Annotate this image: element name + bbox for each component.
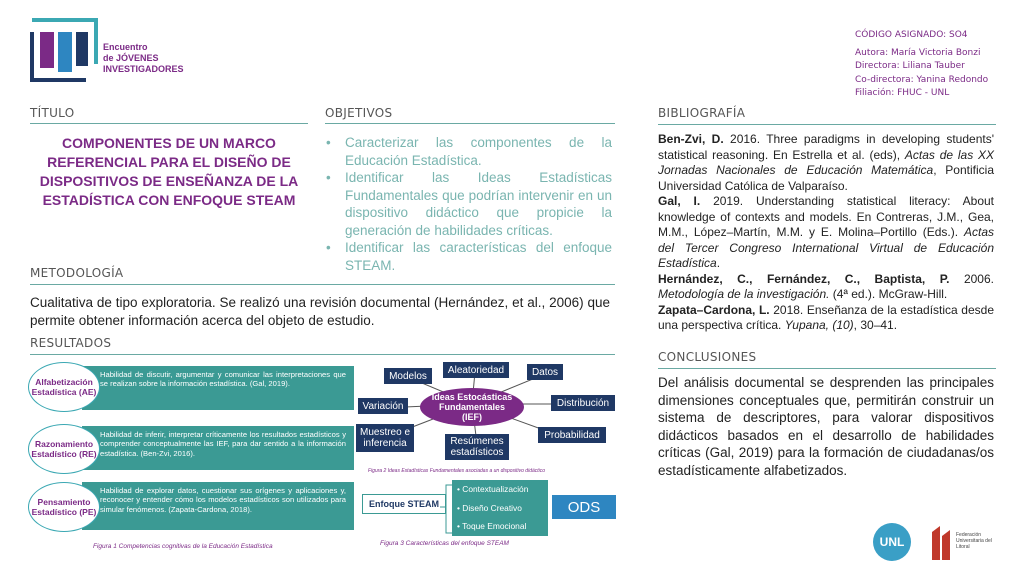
unl-logo: UNL [873, 523, 911, 561]
objetivo-item: • Caracterizar las componentes de la Educación Estadística. [326, 134, 612, 169]
competencia-desc: Habilidad de discutir, argumentar y comunicar las interpretaciones que se realizan sobre la información estadística. (Gal, 2019). [82, 366, 354, 410]
titulo-rule [30, 123, 308, 124]
objetivo-item: • Identificar las Ideas Estadísticas Fundamentales que podrían intervenir en un dispositivo didáctico que propicie la generación de habilidades críticas. [326, 169, 612, 239]
bibliografia-heading: BIBLIOGRAFÍA [658, 106, 746, 120]
bibliografia-list [658, 132, 994, 334]
metodologia-heading: METODOLOGÍA [30, 266, 124, 280]
metodologia-rule [30, 284, 615, 285]
bib-ref: Ben-Zvi, D. 2016. Three paradigms in developing students' statistical reasoning. En Estrella et al. (eds), Actas de las XX Jornadas Nacionales de Educación Matemática, Pontificia Universidad Católica de Valparaíso. [658, 132, 995, 193]
competencia-oval: Alfabetización Estadística (AE) [28, 362, 100, 412]
fue-logo-text: Federación Universitaria del Litoral [956, 532, 992, 550]
conclusiones-text: Del análisis documental se desprenden las principales dimensiones conceptuales que, permitirán construir un sistema de descriptores, para valorar dispositivos didácticos basados en el desarrollo de habilidades críticas (Gal, 2019) para la formación de ciudadanas/os estadísticamente alfabetizados. [658, 375, 994, 478]
ief-node-aleatoriedad: Aleatoriedad [443, 362, 509, 378]
fue-logo [928, 522, 1008, 562]
titulo-text: COMPONENTES DE UN MARCO REFERENCIAL PARA EL DISEÑO DE DISPOSITIVOS DE ENSEÑANZA DE LA ESTADÍSTICA CON ENFOQUE STEAM [39, 135, 299, 208]
logo-line-3: INVESTIGADORES [103, 64, 184, 74]
competencia-oval: Pensamiento Estadístico (PE) [28, 482, 100, 532]
competencia-oval: Razonamiento Estadístico (RE) [28, 424, 100, 474]
ods-box: ODS [552, 495, 616, 519]
ief-node-variacion: Variación [358, 398, 408, 414]
bibliografia-rule [658, 124, 996, 125]
eji-logo [30, 18, 102, 82]
titulo-heading: TÍTULO [30, 106, 75, 120]
ief-node-probabilidad: Probabilidad [538, 427, 606, 443]
ief-node-modelos: Modelos [384, 368, 432, 384]
directora: Directora: Liliana Tauber [855, 61, 965, 72]
figura-3-caption: Figura 3 Características del enfoque STEAM [380, 540, 509, 547]
eji-logo-text [103, 42, 184, 75]
conclusiones-rule [658, 368, 996, 369]
logo-line-1: Encuentro [103, 42, 148, 52]
ief-center: Ideas Estocásticas Fundamentales (IEF) [420, 388, 524, 426]
ief-node-muestreo: Muestreo e inferencia [356, 424, 414, 452]
codirectora: Co-directora: Yanina Redondo [855, 74, 989, 85]
steam-item: • Diseño Creativo [457, 502, 522, 513]
ief-node-datos: Datos [527, 364, 563, 380]
objetivo-item: • Identificar las características del enfoque STEAM. [326, 239, 612, 274]
eji-logo-mark [30, 18, 102, 82]
steam-item: • Toque Emocional [457, 521, 527, 531]
resultados-heading: RESULTADOS [30, 336, 112, 350]
codigo-asignado: CÓDIGO ASIGNADO: SO4 [855, 30, 968, 40]
bib-ref: Zapata–Cardona, L. 2018. Enseñanza de la estadística desde una perspectiva crítica. Yupana, (10), 30–41. [658, 302, 995, 332]
logo-line-2: de JÓVENES [103, 53, 159, 63]
competencia-desc: Habilidad de inferir, interpretar críticamente los resultados estadísticos y comprender conceptualmente las IEF, para dar sentido a la información estadística. (Ben-Zvi, 2016). [82, 426, 354, 470]
objetivos-list [326, 134, 612, 274]
steam-item: • Contextualización [457, 484, 529, 494]
metodologia-text: Cualitativa de tipo exploratoria. Se realizó una revisión documental (Hernández, et al., 2006) que permite obtener información acerca del objeto de estudio. [30, 295, 610, 328]
conclusiones-heading: CONCLUSIONES [658, 350, 757, 364]
bib-ref: Gal, I. 2019. Understanding statistical literacy: About knowledge of contexts and models. En Contreras, J.M., Gea, M.M., López–Martín, M.M. y E. Molina–Portillo (Eds.). Actas del Tercer Congreso International Virtual de Educación Estadística. [658, 194, 995, 270]
objetivos-rule [325, 123, 615, 124]
filiacion: Filiación: FHUC - UNL [855, 88, 950, 99]
competencia-desc: Habilidad de explorar datos, cuestionar sus orígenes y aplicaciones y, reconocer y entender cómo los modelos estadísticos son utilizados para simular fenómenos. (Zapata-Cardona, 2018). [82, 482, 354, 530]
figura-2-caption: Figura 2 Ideas Estadísticas Fundamentales asociadas a un dispositivo didáctico [368, 468, 546, 474]
fue-logo-mark [928, 522, 954, 562]
bib-ref: Hernández, C., Fernández, C., Baptista, P. 2006. Metodología de la investigación. (4ª ed.). McGraw-Hill. [658, 271, 994, 301]
ief-node-resumenes: Resúmenes estadísticos [445, 434, 509, 460]
objetivos-heading: OBJETIVOS [325, 106, 393, 120]
ief-node-distribucion: Distribución [551, 395, 615, 411]
figura-1-caption: Figura 1 Competencias cognitivas de la Educación Estadística [93, 543, 273, 550]
steam-label: Enfoque STEAM [362, 494, 446, 514]
autora: Autora: María Victoria Bonzi [855, 47, 981, 58]
header-meta [855, 29, 988, 101]
resultados-rule [30, 354, 615, 355]
steam-items [452, 480, 548, 536]
